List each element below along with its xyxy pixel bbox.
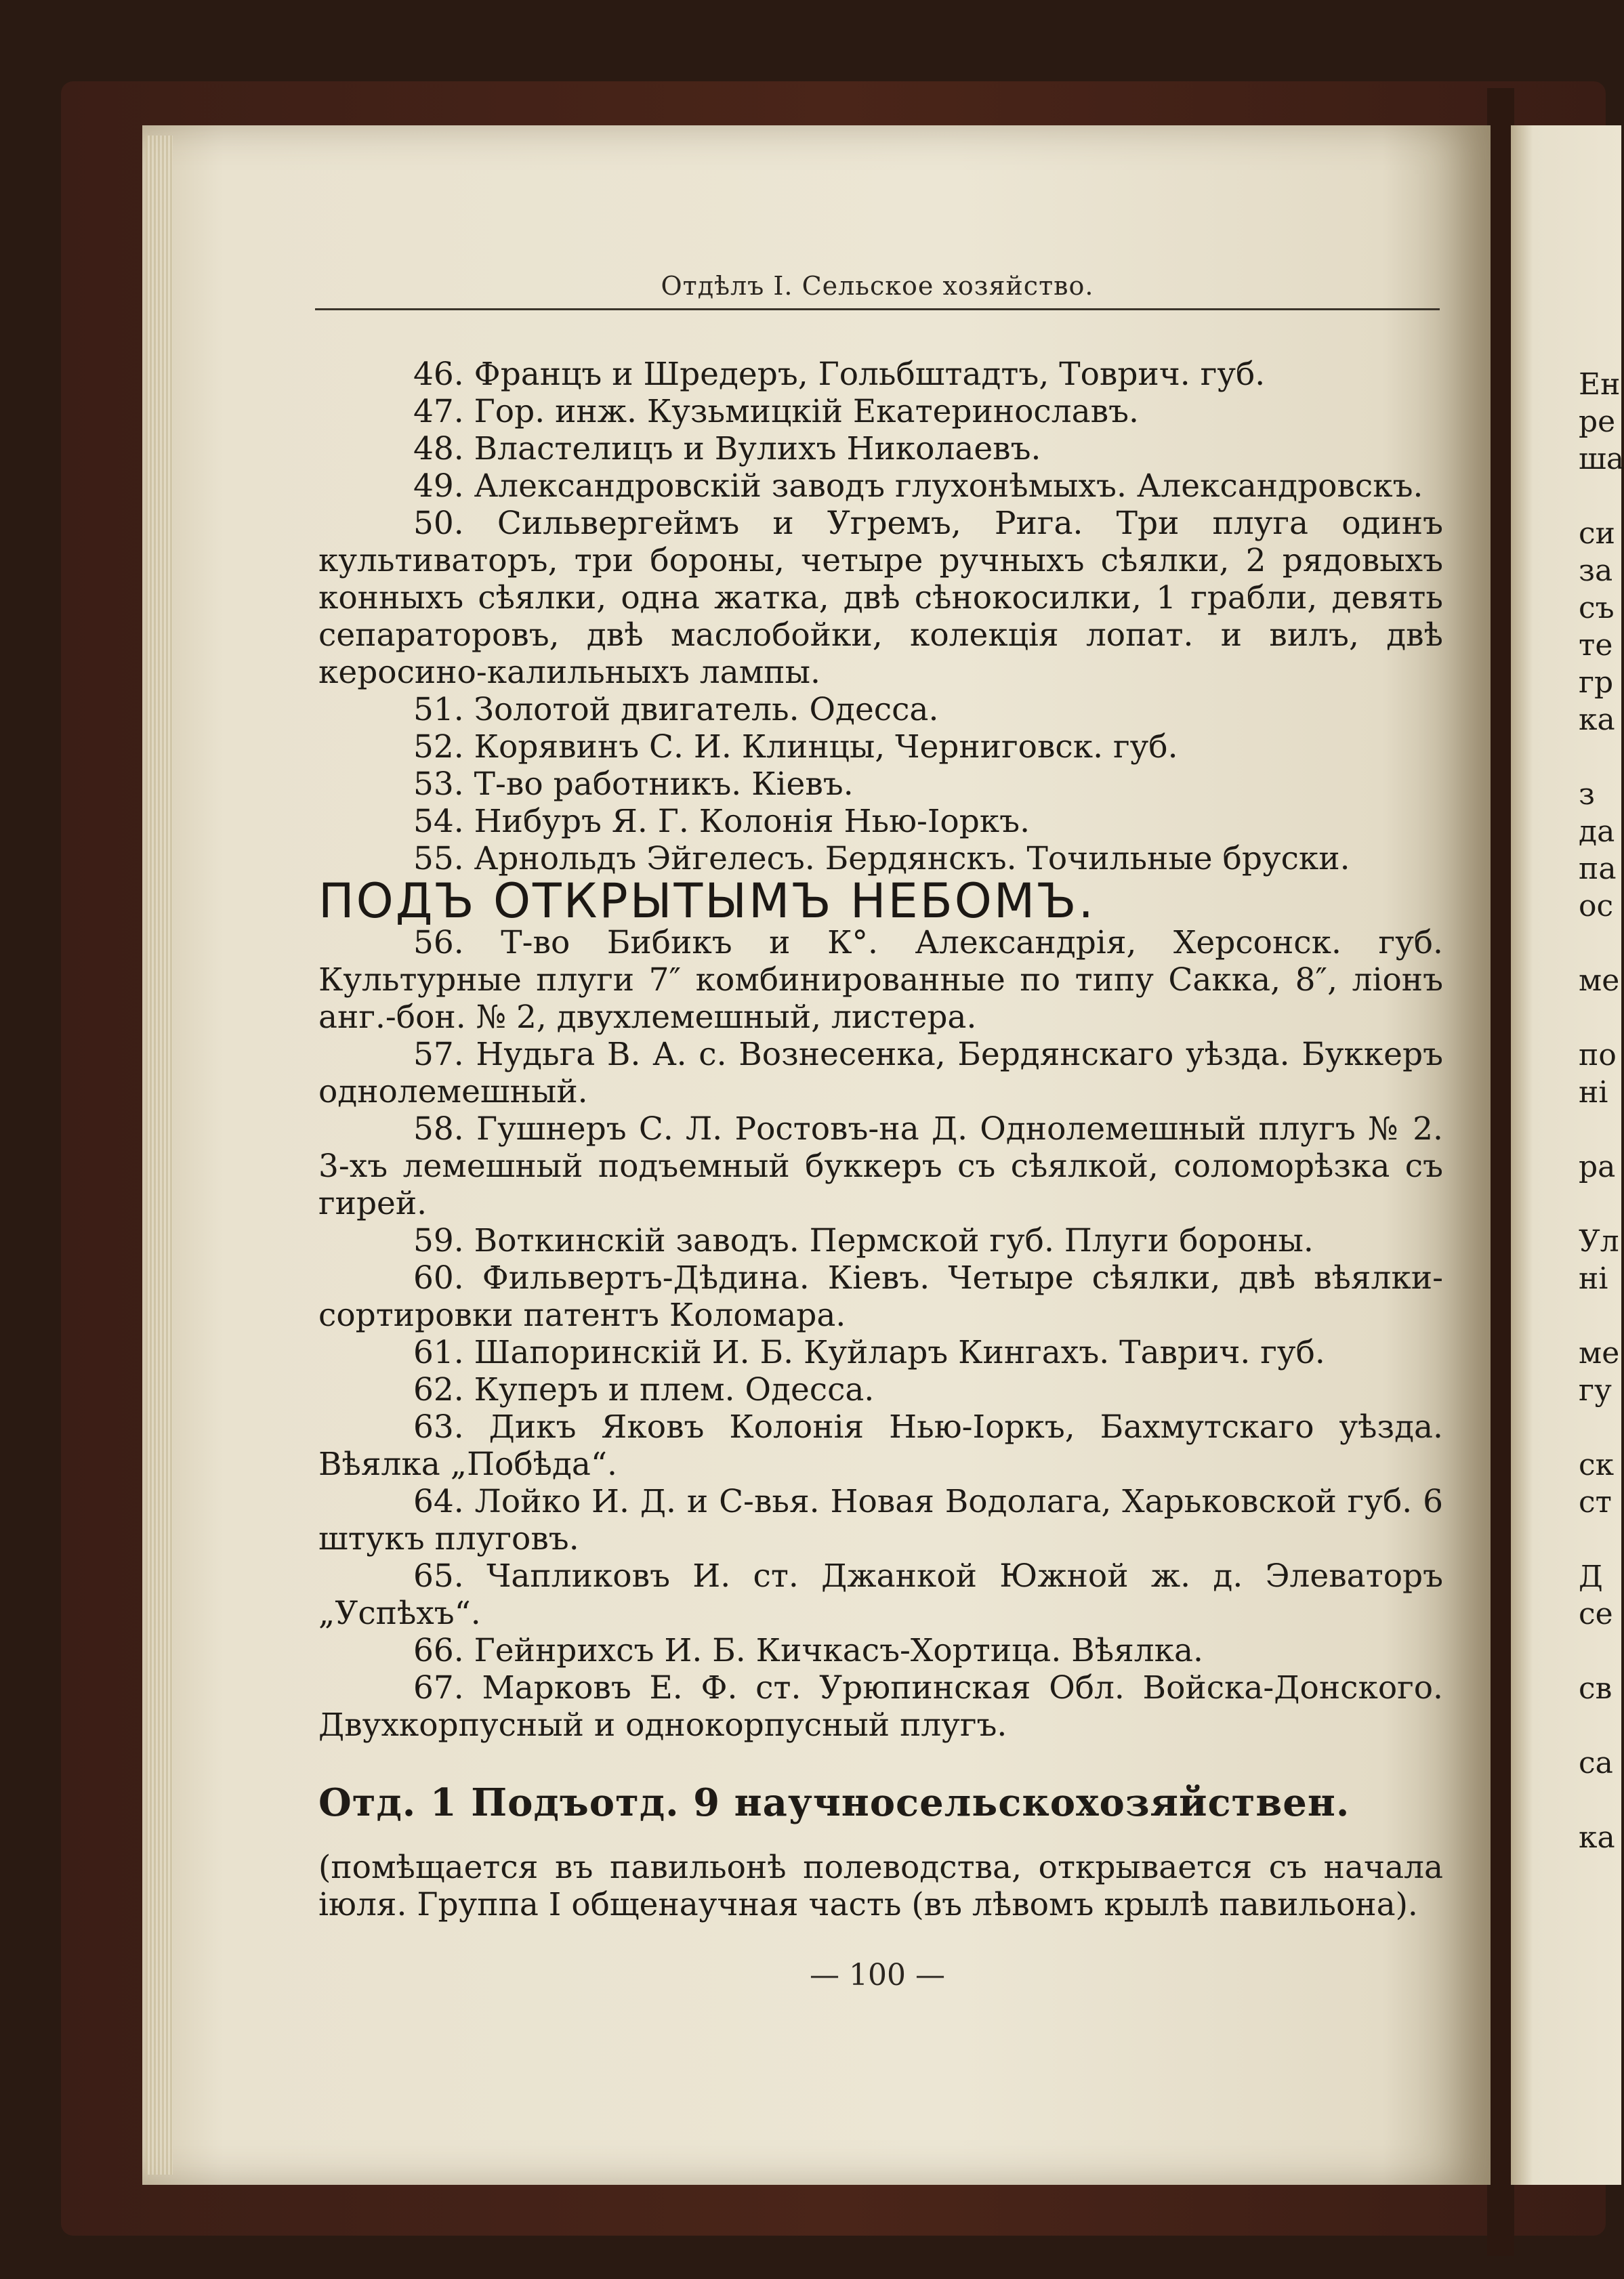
right-page-fragment: ре xyxy=(1579,404,1616,439)
catalog-entry: 53. Т-во работникъ. Кіевъ. xyxy=(413,766,854,803)
right-page-fragment xyxy=(1579,999,1619,1037)
right-page-fragment xyxy=(1579,1409,1619,1446)
right-page-fragment: ні xyxy=(1579,1075,1608,1110)
right-page-fragment: по xyxy=(1579,1038,1617,1072)
right-page-fragment xyxy=(1579,738,1619,776)
right-page-fragment xyxy=(1579,1297,1619,1335)
right-page-fragment xyxy=(1579,1782,1619,1819)
right-page-fragment xyxy=(1579,1521,1619,1558)
catalog-entry: 56. Т-во Бибикъ и К°. Александрія, Херсонск. губ. Культурные плуги 7″ комбинированные по типу Сакка, 8″, ліонъ анг.-бон. № 2, двухлемешный, листера. xyxy=(318,924,1443,1036)
catalog-entry: 46. Францъ и Шредеръ, Гольбштадтъ, Товрич. губ. xyxy=(413,356,1266,393)
entries-list-a xyxy=(318,356,1443,877)
header-rule xyxy=(315,308,1440,310)
page-number: — 100 — xyxy=(810,1958,945,1992)
catalog-entry: 64. Лойко И. Д. и С-вья. Новая Водолага, Харьковской губ. 6 штукъ плуговъ. xyxy=(318,1483,1443,1557)
right-page-fragment: ст xyxy=(1579,1485,1612,1520)
right-page-fragment: гр xyxy=(1579,665,1614,700)
right-page-fragment: да xyxy=(1579,814,1615,849)
right-page-fragment xyxy=(1579,1633,1619,1670)
entries-list-b xyxy=(318,924,1443,1744)
right-page-fragment: з xyxy=(1579,777,1595,812)
catalog-entry: 58. Гушнеръ С. Л. Ростовъ-на Д. Однолемешный плугъ № 2. 3-хъ лемешный подъемный буккеръ съ сѣялкой, соломорѣзка съ гирей. xyxy=(318,1110,1443,1222)
right-page-fragment: ша xyxy=(1579,442,1624,476)
right-page-fragment xyxy=(1579,925,1619,962)
right-page-fragment: за xyxy=(1579,553,1613,588)
page-edges xyxy=(146,135,173,2175)
catalog-entry: 55. Арнольдъ Эйгелесъ. Бердянскъ. Точильные бруски. xyxy=(413,840,1350,877)
right-page-fragment: Ен xyxy=(1579,367,1621,402)
right-page-fragment xyxy=(1579,1707,1619,1744)
right-page-fragment: ра xyxy=(1579,1150,1616,1184)
catalog-entry: 59. Воткинскій заводъ. Пермской губ. Плуги бороны. xyxy=(413,1222,1314,1259)
right-page-fragment: Ул xyxy=(1579,1224,1619,1259)
catalog-entry: 47. Гор. инж. Кузьмицкій Екатеринославъ. xyxy=(413,393,1139,430)
right-page-fragment xyxy=(1579,1186,1619,1223)
catalog-entry: 67. Марковъ Е. Ф. ст. Урюпинская Обл. Войска-Донского. Двухкорпусный и однокорпусный плугъ. xyxy=(318,1669,1443,1744)
right-page-fragment: Д xyxy=(1579,1560,1603,1594)
subdivision-note: (помѣщается въ павильонѣ полеводства, открывается съ начала іюля. Группа I общенаучная часть (въ лѣвомъ крылѣ павильона). xyxy=(318,1849,1443,1923)
catalog-entry: 54. Нибуръ Я. Г. Колонія Нью-Іоркъ. xyxy=(413,803,1030,840)
catalog-entry: 52. Корявинъ С. И. Клинцы, Черниговск. губ. xyxy=(413,728,1178,766)
running-header: Отдѣлъ I. Сельское хозяйство. xyxy=(661,271,1094,301)
right-page-fragment: ні xyxy=(1579,1261,1608,1296)
right-page-fragment xyxy=(1579,1111,1619,1148)
subdivision-title: Отд. 1 Подъотд. 9 научносельскохозяйствен. xyxy=(318,1780,1350,1825)
right-page-fragment: па xyxy=(1579,852,1617,886)
catalog-entry: 66. Гейнрихсъ И. Б. Кичкасъ-Хортица. Вѣялка. xyxy=(413,1632,1203,1669)
right-page-fragment: св xyxy=(1579,1671,1612,1706)
catalog-entry: 57. Нудьга В. А. с. Вознесенка, Бердянскаго уѣзда. Буккеръ однолемешный. xyxy=(318,1036,1443,1110)
catalog-entry: 49. Александровскій заводъ глухонѣмыхъ. Александровскъ. xyxy=(413,467,1423,505)
catalog-entry: 62. Куперъ и плем. Одесса. xyxy=(413,1371,875,1408)
right-page-fragment: ме xyxy=(1579,963,1620,998)
right-page-fragment: ме xyxy=(1579,1336,1620,1371)
right-page-fragment: се xyxy=(1579,1597,1613,1631)
right-page-text xyxy=(1579,366,1624,1856)
right-page-fragment: са xyxy=(1579,1746,1613,1780)
book-gutter xyxy=(1487,88,1514,2256)
page-body xyxy=(318,356,1443,1923)
right-page-fragment: си xyxy=(1579,516,1615,551)
right-page-fragment: гу xyxy=(1579,1373,1612,1408)
catalog-entry: 61. Шапоринскій И. Б. Куйларъ Кингахъ. Таврич. губ. xyxy=(413,1334,1325,1371)
catalog-entry: 50. Сильвергеймъ и Угремъ, Рига. Три плуга одинъ культиваторъ, три бороны, четыре ручныхъ сѣялки, 2 рядовыхъ конныхъ сѣялки, одна жатка, двѣ сѣнокосилки, 1 грабли, девять сепараторовъ, двѣ маслобойки, колекція лопат. и вилъ, двѣ керосино-калильныхъ лампы. xyxy=(318,505,1443,691)
right-page-fragment: ка xyxy=(1579,703,1615,737)
right-page-fragment: те xyxy=(1579,628,1613,663)
section-title: ПОДЪ ОТКРЫТЫМЪ НЕБОМЪ. xyxy=(318,873,1096,929)
catalog-entry: 48. Властелицъ и Вулихъ Николаевъ. xyxy=(413,430,1041,467)
right-page-fragment: ка xyxy=(1579,1820,1615,1855)
right-page-fragment: ос xyxy=(1579,889,1614,923)
catalog-entry: 60. Фильвертъ-Дѣдина. Кіевъ. Четыре сѣялки, двѣ вѣялки-сортировки патентъ Коломара. xyxy=(318,1259,1443,1334)
catalog-entry: 65. Чапликовъ И. ст. Джанкой Южной ж. д. Элеваторъ „Успѣхъ“. xyxy=(318,1557,1443,1632)
right-page-fragment: ск xyxy=(1579,1448,1615,1482)
catalog-entry: 51. Золотой двигатель. Одесса. xyxy=(413,691,939,728)
catalog-entry: 63. Дикъ Яковъ Колонія Нью-Іоркъ, Бахмутскаго уѣзда. Вѣялка „Побѣда“. xyxy=(318,1408,1443,1483)
right-page-fragment: съ xyxy=(1579,591,1615,625)
right-page-fragment xyxy=(1579,478,1619,515)
